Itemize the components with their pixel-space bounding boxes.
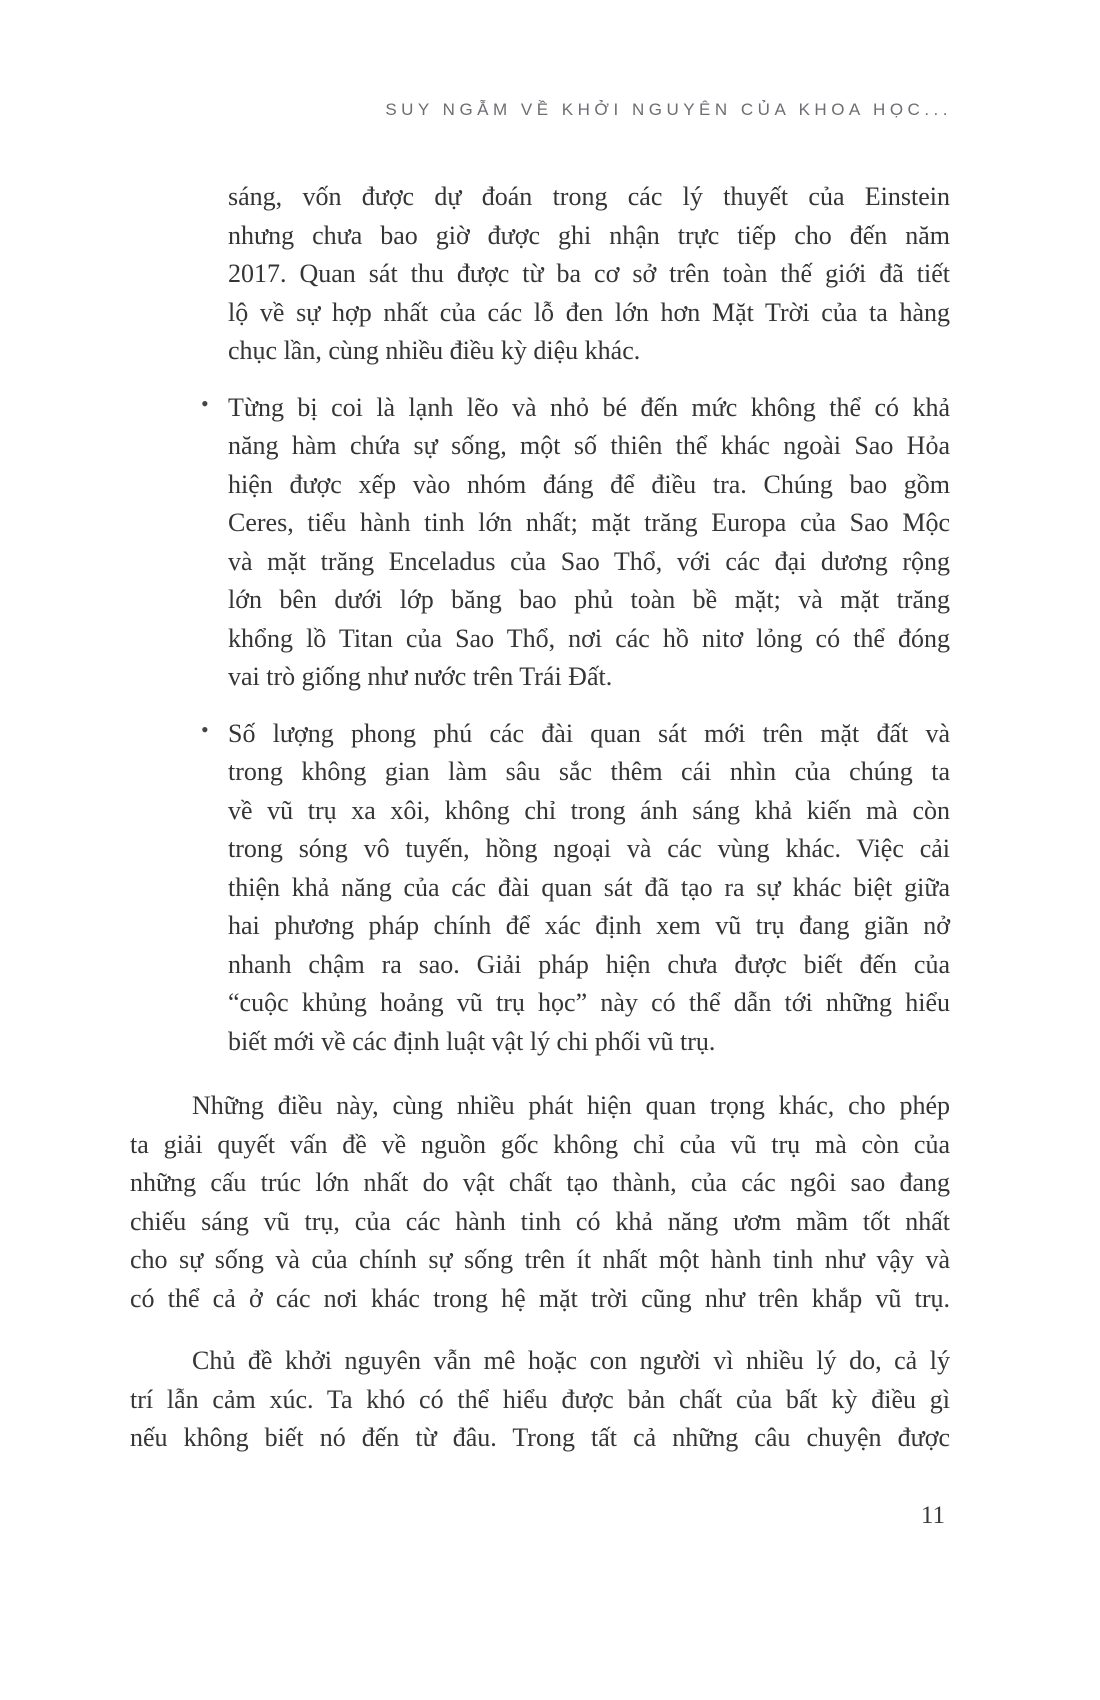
text-line: lớn bên dưới lớp băng bao phủ toàn bề mặt; và mặt trăng <box>228 585 950 614</box>
text-line: có thể cả ở các nơi khác trong hệ mặt trời cũng như trên khắp vũ trụ. <box>130 1283 950 1313</box>
text-line: khổng lồ Titan của Sao Thổ, nơi các hồ nitơ lỏng có thể đóng <box>228 623 950 653</box>
text-line: vai trò giống như nước trên Trái Đất. <box>228 662 613 691</box>
text-line: ta giải quyết vấn đề về nguồn gốc không chỉ của vũ trụ mà còn của <box>130 1129 950 1159</box>
text-line: Số lượng phong phú các đài quan sát mới trên mặt đất và <box>228 718 950 748</box>
text-line: cho sự sống và của chính sự sống trên ít nhất một hành tinh như vậy và <box>130 1245 950 1274</box>
text-line: chiếu sáng vũ trụ, của các hành tinh có khả năng ươm mầm tốt nhất <box>130 1206 950 1236</box>
text-line: 2017. Quan sát thu được từ ba cơ sở trên toàn thế giới đã tiết <box>228 259 950 288</box>
text-line: năng hàm chứa sự sống, một số thiên thể khác ngoài Sao Hỏa <box>228 431 950 460</box>
text-line: trí lẫn cảm xúc. Ta khó có thể hiểu được bản chất của bất kỳ điều gì <box>130 1384 950 1414</box>
text-line: thiện khả năng của các đài quan sát đã tạo ra sự khác biệt giữa <box>228 872 950 902</box>
bullet-icon: • <box>201 716 209 742</box>
text-line: Những điều này, cùng nhiều phát hiện quan trọng khác, cho phép <box>192 1091 950 1120</box>
text-line: và mặt trăng Enceladus của Sao Thổ, với các đại dương rộng <box>228 546 950 576</box>
text-line: những cấu trúc lớn nhất do vật chất tạo thành, của các ngôi sao đang <box>130 1168 950 1197</box>
text-line: Từng bị coi là lạnh lẽo và nhỏ bé đến mức không thể có khả <box>228 392 950 422</box>
text-line: lộ về sự hợp nhất của các lỗ đen lớn hơn Mặt Trời của ta hàng <box>228 297 950 327</box>
text-line: nếu không biết nó đến từ đâu. Trong tất cả những câu chuyện được <box>130 1423 950 1452</box>
bullet-item-continued <box>228 178 950 371</box>
text-line: trong không gian làm sâu sắc thêm cái nhìn của chúng ta <box>228 757 950 786</box>
paragraph <box>130 1087 950 1318</box>
bullet-icon: • <box>201 390 209 416</box>
text-line: trong sóng vô tuyến, hồng ngoại và các vùng khác. Việc cải <box>228 834 950 863</box>
bullet-item <box>201 389 950 697</box>
text-line: hai phương pháp chính để xác định xem vũ trụ đang giãn nở <box>228 911 950 940</box>
text-line: về vũ trụ xa xôi, không chỉ trong ánh sáng khả kiến mà còn <box>228 795 950 825</box>
paragraph <box>130 1342 950 1458</box>
text-line: nhưng chưa bao giờ được ghi nhận trực tiếp cho đến năm <box>228 220 950 250</box>
text-line: hiện được xếp vào nhóm đáng để điều tra. Chúng bao gồm <box>228 469 950 499</box>
text-line: biết mới về các định luật vật lý chi phối vũ trụ. <box>228 1026 716 1056</box>
text-line: Ceres, tiểu hành tinh lớn nhất; mặt trăng Europa của Sao Mộc <box>228 508 950 537</box>
text-line: chục lần, cùng nhiều điều kỳ diệu khác. <box>228 336 641 365</box>
text-line: Chủ đề khởi nguyên vẫn mê hoặc con người vì nhiều lý do, cả lý <box>192 1346 950 1375</box>
page-number: 11 <box>920 1502 945 1529</box>
running-header: SUY NGẪM VỀ KHỞI NGUYÊN CỦA KHOA HỌC... <box>385 100 952 119</box>
text-line: nhanh chậm ra sao. Giải pháp hiện chưa được biết đến của <box>228 949 950 979</box>
page-content <box>130 178 950 1458</box>
text-line: sáng, vốn được dự đoán trong các lý thuyết của Einstein <box>228 182 950 211</box>
bullet-item <box>201 715 950 1062</box>
text-line: “cuộc khủng hoảng vũ trụ học” này có thể dẫn tới những hiểu <box>228 988 950 1017</box>
